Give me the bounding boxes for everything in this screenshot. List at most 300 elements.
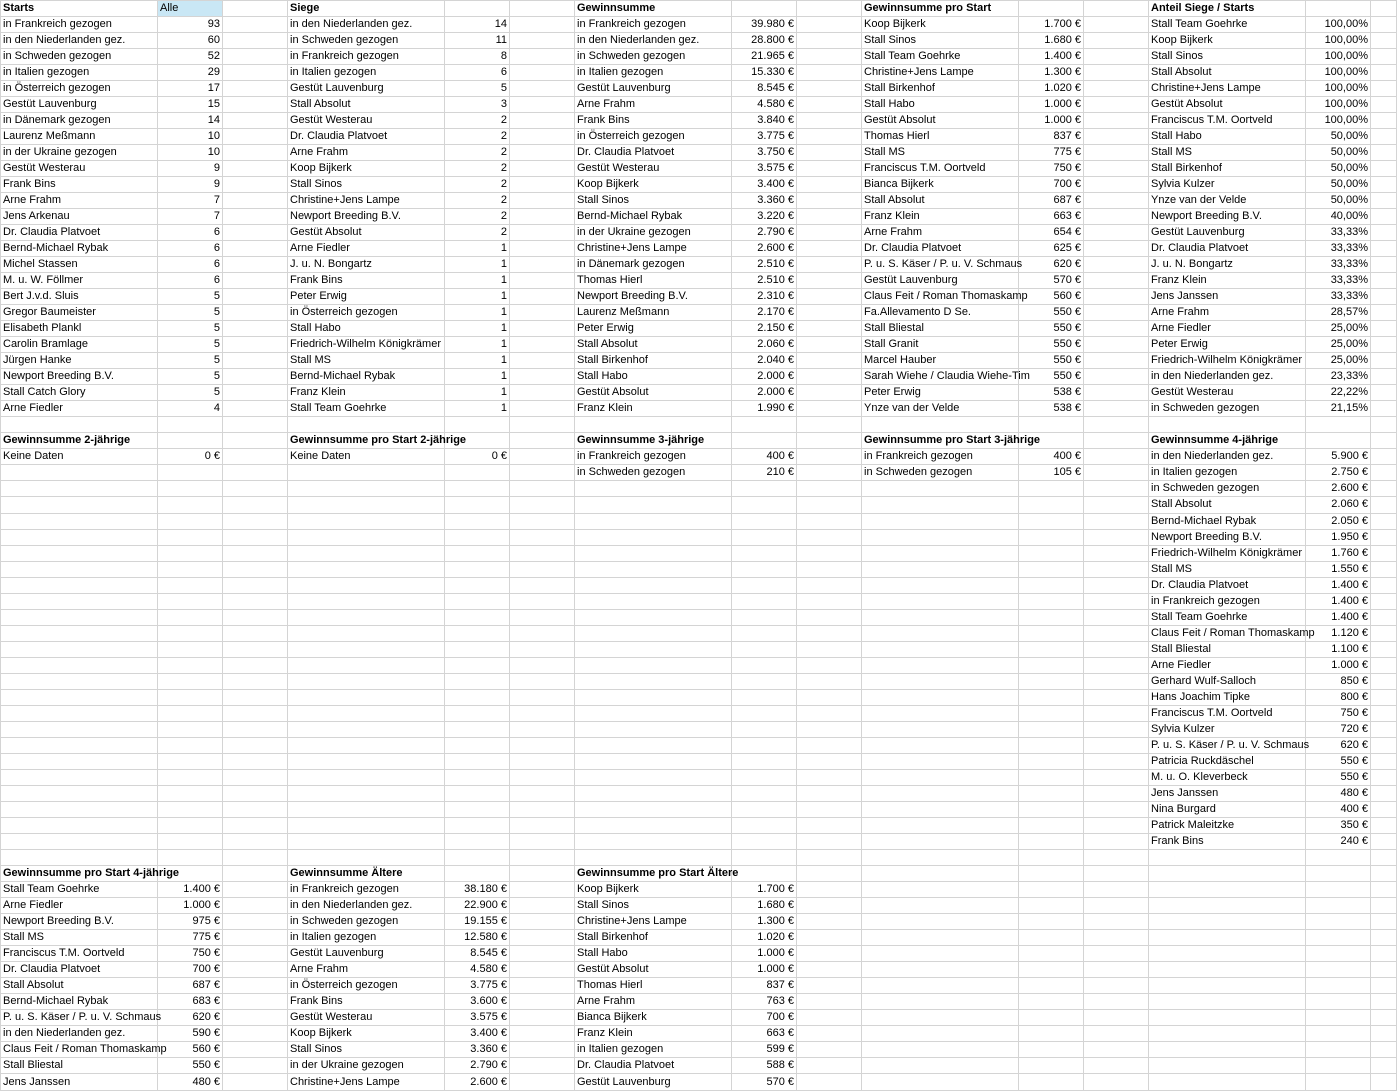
cell[interactable] — [510, 993, 575, 1009]
cell[interactable] — [445, 833, 510, 849]
row-value-gewinnsumme[interactable]: 2.510 € — [732, 273, 797, 289]
row-value-gewinnsumme-aeltere[interactable]: 12.580 € — [445, 929, 510, 945]
cell[interactable] — [797, 417, 862, 433]
row-value-gewinnsumme-4j[interactable]: 2.050 € — [1306, 513, 1371, 529]
cell[interactable] — [797, 193, 862, 209]
cell[interactable] — [510, 433, 575, 449]
row-value-siege[interactable]: 2 — [445, 145, 510, 161]
cell[interactable] — [732, 593, 797, 609]
row-label-gewinnsumme-pro-start[interactable]: P. u. S. Käser / P. u. V. Schmaus — [862, 257, 1019, 273]
cell[interactable] — [1371, 289, 1397, 305]
cell[interactable] — [797, 801, 862, 817]
cell[interactable] — [1371, 17, 1397, 33]
row-label-gewinnsumme-4j[interactable]: Newport Breeding B.V. — [1149, 529, 1306, 545]
cell[interactable] — [510, 705, 575, 721]
cell[interactable] — [1, 785, 158, 801]
row-label-starts[interactable]: Bernd-Michael Rybak — [1, 241, 158, 257]
cell[interactable] — [1371, 369, 1397, 385]
row-value-gewinnsumme-4j[interactable]: 1.120 € — [1306, 625, 1371, 641]
row-label-starts[interactable]: in der Ukraine gezogen — [1, 145, 158, 161]
row-label-gewinnsumme-pro-start-4j[interactable]: Franciscus T.M. Oortveld — [1, 945, 158, 961]
row-value-gewinnsumme-pro-start-4j[interactable]: 700 € — [158, 961, 223, 977]
row-label-siege[interactable]: in den Niederlanden gez. — [288, 17, 445, 33]
cell[interactable] — [223, 881, 288, 897]
cell[interactable] — [510, 465, 575, 481]
cell[interactable] — [288, 801, 445, 817]
row-value-gewinnsumme[interactable]: 2.510 € — [732, 257, 797, 273]
row-label-anteil-siege[interactable]: Gestüt Westerau — [1149, 385, 1306, 401]
cell[interactable] — [223, 369, 288, 385]
row-value-anteil-siege[interactable]: 50,00% — [1306, 193, 1371, 209]
cell[interactable] — [575, 673, 732, 689]
row-label-starts[interactable]: in Frankreich gezogen — [1, 17, 158, 33]
cell[interactable] — [1019, 801, 1084, 817]
cell[interactable] — [1371, 849, 1397, 865]
cell[interactable] — [862, 497, 1019, 513]
row-value-gewinnsumme[interactable]: 3.840 € — [732, 113, 797, 129]
row-value-starts[interactable]: 4 — [158, 401, 223, 417]
row-label-gewinnsumme-aeltere[interactable]: Christine+Jens Lampe — [288, 1074, 445, 1091]
cell[interactable] — [445, 801, 510, 817]
cell[interactable] — [1084, 993, 1149, 1009]
cell[interactable] — [1, 689, 158, 705]
cell[interactable] — [1149, 849, 1306, 865]
cell[interactable] — [1149, 993, 1306, 1009]
cell[interactable] — [288, 689, 445, 705]
row-label-starts[interactable]: Bert J.v.d. Sluis — [1, 289, 158, 305]
cell[interactable] — [288, 609, 445, 625]
cell[interactable] — [223, 641, 288, 657]
row-label-gewinnsumme-4j[interactable]: Jens Janssen — [1149, 785, 1306, 801]
row-label-siege[interactable]: Stall Habo — [288, 321, 445, 337]
cell[interactable] — [1084, 225, 1149, 241]
row-label-siege[interactable]: Gestüt Absolut — [288, 225, 445, 241]
row-value-anteil-siege[interactable]: 100,00% — [1306, 33, 1371, 49]
cell[interactable] — [510, 417, 575, 433]
cell[interactable] — [797, 241, 862, 257]
row-value-starts[interactable]: 9 — [158, 161, 223, 177]
cell[interactable] — [1371, 545, 1397, 561]
cell[interactable] — [1, 497, 158, 513]
cell[interactable] — [862, 1009, 1019, 1025]
cell[interactable] — [1371, 49, 1397, 65]
cell[interactable] — [223, 817, 288, 833]
cell[interactable] — [1371, 993, 1397, 1009]
row-value-gewinnsumme[interactable]: 2.310 € — [732, 289, 797, 305]
row-label-anteil-siege[interactable]: Dr. Claudia Platvoet — [1149, 241, 1306, 257]
cell[interactable] — [158, 465, 223, 481]
cell[interactable] — [575, 545, 732, 561]
row-value-gewinnsumme-4j[interactable]: 720 € — [1306, 721, 1371, 737]
cell[interactable] — [1019, 689, 1084, 705]
cell[interactable] — [223, 129, 288, 145]
cell[interactable] — [1, 625, 158, 641]
row-label-gewinnsumme-aeltere[interactable]: in der Ukraine gezogen — [288, 1058, 445, 1074]
cell[interactable] — [223, 513, 288, 529]
cell[interactable] — [797, 177, 862, 193]
cell[interactable] — [1084, 705, 1149, 721]
row-value-siege[interactable]: 1 — [445, 321, 510, 337]
row-value-gewinnsumme-pro-start-aeltere[interactable]: 599 € — [732, 1042, 797, 1058]
cell[interactable] — [510, 401, 575, 417]
row-label-gewinnsumme-pro-start-aeltere[interactable]: Dr. Claudia Platvoet — [575, 1058, 732, 1074]
cell[interactable] — [1371, 305, 1397, 321]
cell[interactable] — [797, 929, 862, 945]
row-value-gewinnsumme-pro-start[interactable]: 687 € — [1019, 193, 1084, 209]
cell[interactable] — [1084, 289, 1149, 305]
row-label-starts[interactable]: Newport Breeding B.V. — [1, 369, 158, 385]
cell[interactable] — [575, 609, 732, 625]
cell[interactable] — [1084, 1009, 1149, 1025]
cell[interactable] — [288, 625, 445, 641]
row-value-gewinnsumme[interactable]: 2.060 € — [732, 337, 797, 353]
row-value-gewinnsumme-4j[interactable]: 1.400 € — [1306, 593, 1371, 609]
row-label-gewinnsumme-pro-start[interactable]: Sarah Wiehe / Claudia Wiehe-Tim — [862, 369, 1019, 385]
cell[interactable] — [1371, 881, 1397, 897]
row-label-starts[interactable]: Jens Arkenau — [1, 209, 158, 225]
row-label-gewinnsumme[interactable]: Koop Bijkerk — [575, 177, 732, 193]
row-value-siege[interactable]: 1 — [445, 273, 510, 289]
cell[interactable] — [575, 561, 732, 577]
row-label-gewinnsumme[interactable]: in Österreich gezogen — [575, 129, 732, 145]
row-label-gewinnsumme-4j[interactable]: Stall Absolut — [1149, 497, 1306, 513]
cell[interactable] — [288, 721, 445, 737]
cell[interactable] — [1084, 913, 1149, 929]
row-label-gewinnsumme-pro-start[interactable]: Stall Granit — [862, 337, 1019, 353]
cell[interactable] — [797, 913, 862, 929]
cell[interactable] — [223, 65, 288, 81]
row-label-gewinnsumme-pro-start[interactable]: Stall Team Goehrke — [862, 49, 1019, 65]
row-label-anteil-siege[interactable]: Stall MS — [1149, 145, 1306, 161]
cell[interactable] — [510, 657, 575, 673]
cell[interactable] — [1084, 209, 1149, 225]
cell[interactable] — [288, 593, 445, 609]
row-label-siege[interactable]: Bernd-Michael Rybak — [288, 369, 445, 385]
row-label-gewinnsumme-pro-start-2j[interactable]: Keine Daten — [288, 449, 445, 465]
row-value-gewinnsumme-4j[interactable]: 350 € — [1306, 817, 1371, 833]
filter-cell-starts[interactable]: Alle — [158, 1, 223, 17]
row-label-gewinnsumme[interactable]: Stall Birkenhof — [575, 353, 732, 369]
row-label-gewinnsumme-pro-start[interactable]: Bianca Bijkerk — [862, 177, 1019, 193]
row-label-gewinnsumme[interactable]: Franz Klein — [575, 401, 732, 417]
row-label-gewinnsumme-aeltere[interactable]: in den Niederlanden gez. — [288, 897, 445, 913]
row-label-anteil-siege[interactable]: Stall Habo — [1149, 129, 1306, 145]
cell[interactable] — [862, 865, 1019, 881]
row-label-gewinnsumme[interactable]: Stall Sinos — [575, 193, 732, 209]
cell[interactable] — [797, 1026, 862, 1042]
table-title-gewinnsumme-pro-start-4j[interactable]: Gewinnsumme pro Start 4-jährige — [1, 865, 158, 881]
cell[interactable] — [1019, 657, 1084, 673]
cell[interactable] — [575, 625, 732, 641]
row-value-siege[interactable]: 1 — [445, 401, 510, 417]
cell[interactable] — [445, 609, 510, 625]
row-label-gewinnsumme-pro-start[interactable]: Thomas Hierl — [862, 129, 1019, 145]
cell[interactable] — [223, 561, 288, 577]
row-value-gewinnsumme-4j[interactable]: 620 € — [1306, 737, 1371, 753]
cell[interactable] — [158, 577, 223, 593]
row-label-anteil-siege[interactable]: J. u. N. Bongartz — [1149, 257, 1306, 273]
cell[interactable] — [862, 673, 1019, 689]
cell[interactable] — [223, 977, 288, 993]
cell[interactable] — [223, 1009, 288, 1025]
row-label-gewinnsumme-pro-start[interactable]: Stall Habo — [862, 97, 1019, 113]
row-value-siege[interactable]: 2 — [445, 209, 510, 225]
row-label-gewinnsumme-pro-start-aeltere[interactable]: Bianca Bijkerk — [575, 1009, 732, 1025]
cell[interactable] — [1084, 513, 1149, 529]
cell[interactable] — [1371, 961, 1397, 977]
cell[interactable] — [862, 577, 1019, 593]
row-value-siege[interactable]: 3 — [445, 97, 510, 113]
cell[interactable] — [1371, 481, 1397, 497]
row-value-anteil-siege[interactable]: 100,00% — [1306, 81, 1371, 97]
cell[interactable] — [1, 561, 158, 577]
cell[interactable] — [732, 849, 797, 865]
cell[interactable] — [575, 641, 732, 657]
cell[interactable] — [223, 353, 288, 369]
table-title-gewinnsumme-3j[interactable]: Gewinnsumme 3-jährige — [575, 433, 732, 449]
row-value-gewinnsumme-pro-start[interactable]: 700 € — [1019, 177, 1084, 193]
cell[interactable] — [1149, 945, 1306, 961]
cell[interactable] — [445, 417, 510, 433]
cell[interactable] — [1084, 305, 1149, 321]
cell[interactable] — [1084, 609, 1149, 625]
row-value-anteil-siege[interactable]: 28,57% — [1306, 305, 1371, 321]
row-value-gewinnsumme-pro-start[interactable]: 1.000 € — [1019, 97, 1084, 113]
cell[interactable] — [288, 529, 445, 545]
cell[interactable] — [797, 833, 862, 849]
row-value-anteil-siege[interactable]: 100,00% — [1306, 97, 1371, 113]
cell[interactable] — [797, 433, 862, 449]
cell[interactable] — [797, 945, 862, 961]
cell[interactable] — [158, 849, 223, 865]
row-value-gewinnsumme[interactable]: 3.775 € — [732, 129, 797, 145]
cell[interactable] — [1084, 113, 1149, 129]
row-value-gewinnsumme-pro-start[interactable]: 550 € — [1019, 337, 1084, 353]
cell[interactable] — [223, 865, 288, 881]
cell[interactable] — [445, 657, 510, 673]
cell[interactable] — [1149, 1074, 1306, 1091]
row-value-gewinnsumme-4j[interactable]: 2.600 € — [1306, 481, 1371, 497]
cell[interactable] — [1019, 929, 1084, 945]
cell[interactable] — [732, 817, 797, 833]
cell[interactable] — [223, 529, 288, 545]
cell[interactable] — [797, 161, 862, 177]
row-value-gewinnsumme[interactable]: 2.600 € — [732, 241, 797, 257]
row-label-gewinnsumme-pro-start-aeltere[interactable]: Stall Sinos — [575, 897, 732, 913]
cell[interactable] — [1371, 433, 1397, 449]
row-value-anteil-siege[interactable]: 33,33% — [1306, 225, 1371, 241]
row-value-gewinnsumme[interactable]: 28.800 € — [732, 33, 797, 49]
row-value-gewinnsumme-4j[interactable]: 1.550 € — [1306, 561, 1371, 577]
cell[interactable] — [1084, 625, 1149, 641]
cell[interactable] — [223, 1074, 288, 1091]
row-value-starts[interactable]: 10 — [158, 129, 223, 145]
cell[interactable] — [732, 737, 797, 753]
row-value-gewinnsumme-pro-start-aeltere[interactable]: 763 € — [732, 993, 797, 1009]
row-label-gewinnsumme-4j[interactable]: Dr. Claudia Platvoet — [1149, 577, 1306, 593]
row-value-gewinnsumme-pro-start[interactable]: 538 € — [1019, 385, 1084, 401]
row-value-gewinnsumme-pro-start[interactable]: 1.700 € — [1019, 17, 1084, 33]
row-value-anteil-siege[interactable]: 100,00% — [1306, 65, 1371, 81]
cell[interactable] — [862, 721, 1019, 737]
cell[interactable] — [797, 561, 862, 577]
cell[interactable] — [862, 1042, 1019, 1058]
cell[interactable] — [1, 721, 158, 737]
row-label-gewinnsumme-4j[interactable]: Stall Team Goehrke — [1149, 609, 1306, 625]
cell[interactable] — [1306, 977, 1371, 993]
cell[interactable] — [1084, 353, 1149, 369]
cell[interactable] — [1019, 833, 1084, 849]
cell[interactable] — [223, 833, 288, 849]
row-label-gewinnsumme[interactable]: Christine+Jens Lampe — [575, 241, 732, 257]
cell[interactable] — [223, 545, 288, 561]
cell[interactable] — [1084, 641, 1149, 657]
table-title-starts[interactable]: Starts — [1, 1, 158, 17]
cell[interactable] — [1084, 769, 1149, 785]
cell[interactable] — [1149, 977, 1306, 993]
cell[interactable] — [1371, 129, 1397, 145]
row-value-gewinnsumme-pro-start[interactable]: 550 € — [1019, 369, 1084, 385]
row-value-siege[interactable]: 2 — [445, 161, 510, 177]
row-label-siege[interactable]: Dr. Claudia Platvoet — [288, 129, 445, 145]
row-value-anteil-siege[interactable]: 25,00% — [1306, 321, 1371, 337]
cell[interactable] — [797, 321, 862, 337]
cell[interactable] — [1019, 945, 1084, 961]
row-label-starts[interactable]: Laurenz Meßmann — [1, 129, 158, 145]
cell[interactable] — [797, 113, 862, 129]
row-label-gewinnsumme-pro-start-4j[interactable]: Dr. Claudia Platvoet — [1, 961, 158, 977]
row-value-gewinnsumme-pro-start-aeltere[interactable]: 837 € — [732, 977, 797, 993]
row-value-gewinnsumme-pro-start-4j[interactable]: 590 € — [158, 1026, 223, 1042]
cell[interactable] — [797, 609, 862, 625]
cell[interactable] — [510, 897, 575, 913]
table-title-siege[interactable]: Siege — [288, 1, 445, 17]
row-label-siege[interactable]: Stall Team Goehrke — [288, 401, 445, 417]
cell[interactable] — [1019, 961, 1084, 977]
cell[interactable] — [1371, 801, 1397, 817]
cell[interactable] — [732, 753, 797, 769]
row-value-gewinnsumme-3j[interactable]: 400 € — [732, 449, 797, 465]
cell[interactable] — [445, 689, 510, 705]
cell[interactable] — [1371, 161, 1397, 177]
row-label-anteil-siege[interactable]: Gestüt Absolut — [1149, 97, 1306, 113]
cell[interactable] — [1371, 977, 1397, 993]
cell[interactable] — [862, 881, 1019, 897]
cell[interactable] — [797, 145, 862, 161]
row-value-gewinnsumme-4j[interactable]: 1.100 € — [1306, 641, 1371, 657]
cell[interactable] — [797, 513, 862, 529]
cell[interactable] — [445, 625, 510, 641]
cell[interactable] — [158, 705, 223, 721]
cell[interactable] — [1084, 65, 1149, 81]
cell[interactable] — [510, 305, 575, 321]
row-label-gewinnsumme-4j[interactable]: Patrick Maleitzke — [1149, 817, 1306, 833]
cell[interactable] — [1084, 145, 1149, 161]
row-value-starts[interactable]: 6 — [158, 241, 223, 257]
cell[interactable] — [1084, 849, 1149, 865]
cell[interactable] — [510, 817, 575, 833]
cell[interactable] — [732, 673, 797, 689]
cell[interactable] — [1371, 1058, 1397, 1074]
cell[interactable] — [1371, 929, 1397, 945]
row-label-gewinnsumme-aeltere[interactable]: Stall Sinos — [288, 1042, 445, 1058]
cell[interactable] — [223, 113, 288, 129]
cell[interactable] — [1149, 961, 1306, 977]
row-label-siege[interactable]: J. u. N. Bongartz — [288, 257, 445, 273]
cell[interactable] — [510, 321, 575, 337]
cell[interactable] — [158, 801, 223, 817]
row-label-gewinnsumme-4j[interactable]: Stall MS — [1149, 561, 1306, 577]
cell[interactable] — [1306, 1074, 1371, 1091]
cell[interactable] — [797, 289, 862, 305]
cell[interactable] — [862, 481, 1019, 497]
row-value-gewinnsumme-aeltere[interactable]: 19.155 € — [445, 913, 510, 929]
cell[interactable] — [575, 785, 732, 801]
cell[interactable] — [1019, 737, 1084, 753]
row-value-gewinnsumme-aeltere[interactable]: 38.180 € — [445, 881, 510, 897]
cell[interactable] — [862, 801, 1019, 817]
row-value-gewinnsumme-pro-start-aeltere[interactable]: 1.020 € — [732, 929, 797, 945]
cell[interactable] — [797, 657, 862, 673]
row-label-siege[interactable]: Koop Bijkerk — [288, 161, 445, 177]
cell[interactable] — [862, 641, 1019, 657]
cell[interactable] — [797, 577, 862, 593]
row-value-gewinnsumme-pro-start-4j[interactable]: 620 € — [158, 1009, 223, 1025]
cell[interactable] — [862, 545, 1019, 561]
cell[interactable] — [1371, 769, 1397, 785]
cell[interactable] — [1306, 961, 1371, 977]
row-value-gewinnsumme-aeltere[interactable]: 3.775 € — [445, 977, 510, 993]
cell[interactable] — [1019, 705, 1084, 721]
cell[interactable] — [445, 849, 510, 865]
cell[interactable] — [1, 465, 158, 481]
cell[interactable] — [1084, 785, 1149, 801]
row-label-gewinnsumme-aeltere[interactable]: in Frankreich gezogen — [288, 881, 445, 897]
row-value-starts[interactable]: 5 — [158, 289, 223, 305]
cell[interactable] — [732, 609, 797, 625]
cell[interactable] — [1019, 497, 1084, 513]
cell[interactable] — [1019, 481, 1084, 497]
row-value-gewinnsumme-pro-start[interactable]: 1.000 € — [1019, 113, 1084, 129]
row-label-gewinnsumme-pro-start-4j[interactable]: Bernd-Michael Rybak — [1, 993, 158, 1009]
cell[interactable] — [1084, 497, 1149, 513]
cell[interactable] — [223, 769, 288, 785]
cell[interactable] — [510, 385, 575, 401]
cell[interactable] — [223, 1042, 288, 1058]
row-label-siege[interactable]: in Österreich gezogen — [288, 305, 445, 321]
row-label-gewinnsumme[interactable]: in der Ukraine gezogen — [575, 225, 732, 241]
cell[interactable] — [223, 705, 288, 721]
cell[interactable] — [1, 817, 158, 833]
cell[interactable] — [797, 865, 862, 881]
cell[interactable] — [510, 1009, 575, 1025]
cell[interactable] — [1084, 17, 1149, 33]
cell[interactable] — [575, 721, 732, 737]
row-value-gewinnsumme-pro-start[interactable]: 625 € — [1019, 241, 1084, 257]
row-value-starts[interactable]: 5 — [158, 321, 223, 337]
row-value-gewinnsumme[interactable]: 2.040 € — [732, 353, 797, 369]
cell[interactable] — [1371, 561, 1397, 577]
cell[interactable] — [223, 673, 288, 689]
row-label-gewinnsumme-4j[interactable]: Friedrich-Wilhelm Königkrämer — [1149, 545, 1306, 561]
cell[interactable] — [510, 1026, 575, 1042]
row-value-starts[interactable]: 29 — [158, 65, 223, 81]
cell[interactable] — [1084, 897, 1149, 913]
cell[interactable] — [445, 577, 510, 593]
row-label-gewinnsumme[interactable]: Stall Absolut — [575, 337, 732, 353]
row-label-gewinnsumme[interactable]: Frank Bins — [575, 113, 732, 129]
cell[interactable] — [1149, 417, 1306, 433]
